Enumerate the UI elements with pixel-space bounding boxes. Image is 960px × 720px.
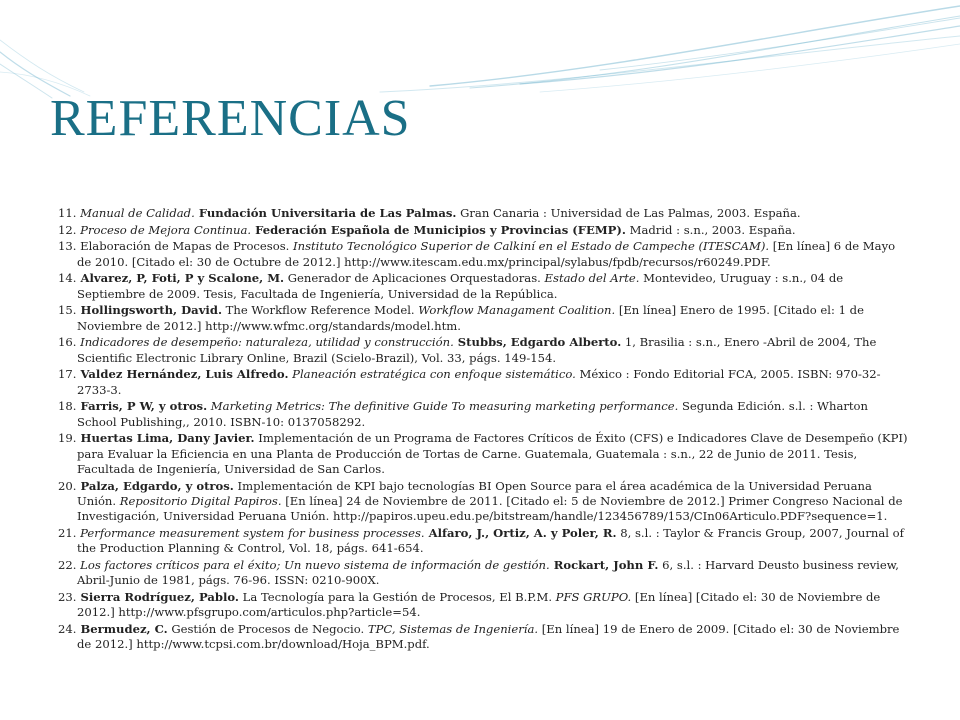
reference-item — [58, 399, 910, 430]
reference-number: 18. — [58, 399, 77, 414]
reference-item — [58, 622, 910, 653]
reference-text: Implementación de KPI bajo tecnologías BI Open Source para el área académica de la Universidad Peruana Unión. — [77, 478, 872, 508]
reference-italic-title: Marketing Metrics: The definitive Guide To measuring marketing performance. — [207, 399, 679, 414]
reference-author: Federación Española de Municipios y Provincias (FEMP). — [251, 222, 626, 237]
reference-text: [En línea] [Citado el: 30 de Noviembre de 2012.] http://www.pfsgrupo.com/articulos.php?article=54. — [77, 589, 881, 620]
reference-italic-title: Performance measurement system for business processes. — [76, 525, 425, 540]
reference-author: Huertas Lima, Dany Javier. — [76, 431, 255, 446]
reference-text: Madrid : s.n., 2003. España. — [625, 222, 796, 237]
reference-item — [58, 223, 910, 238]
reference-author: Palza, Edgardo, y otros. — [76, 478, 234, 493]
reference-text: 1, Brasilia : s.n., Enero -Abril de 2004, The Scientific Electronic Library Online, Brazil (Scielo-Brazil), Vol. 33, págs. 149-154. — [77, 335, 877, 365]
reference-italic-title: PFS GRUPO. — [552, 589, 632, 604]
reference-author: Rockart, John F. — [549, 557, 659, 572]
reference-text: 6, s.l. : Harvard Deusto business review, Abril-Junio de 1981, págs. 76-96. ISSN: 0210-900X. — [77, 557, 899, 588]
reference-number: 13. — [58, 239, 77, 254]
reference-text: [En línea] 6 de Mayo de 2010. [Citado el: 30 de Octubre de 2012.] http://www.itescam.edu.mx/principal/sylabus/fpdb/recursos/r60249.PDF. — [77, 239, 896, 269]
reference-italic-title: Los factores críticos para el éxito; Un nuevo sistema de información de gestión. — [76, 557, 550, 572]
reference-number: 21. — [58, 525, 77, 540]
reference-italic-title: Indicadores de desempeño: naturaleza, utilidad y construcción. — [76, 335, 454, 350]
reference-item — [58, 303, 910, 334]
reference-item — [58, 558, 910, 589]
reference-item — [58, 526, 910, 557]
reference-italic-title: Proceso de Mejora Continua. — [76, 222, 252, 237]
reference-author: Farris, P W, y otros. — [76, 399, 208, 414]
page-title: REFERENCIAS — [50, 90, 411, 147]
reference-author: Bermudez, C. — [76, 621, 168, 636]
reference-text: Implementación de un Programa de Factores Críticos de Éxito (CFS) e Indicadores Clave de Desempeño (KPI) para Evaluar la Eficiencia en una Planta de Producción de Tortas de Carne. Guatemala, Guatemala : s.n., 22 de Junio de 2011. Tesis, Facultada de Ingeniería, Universidad de San Carlos. — [77, 431, 908, 476]
reference-item — [58, 239, 910, 270]
reference-text: Segunda Edición. s.l. : Wharton School Publishing,, 2010. ISBN-10: 0137058292. — [77, 399, 869, 429]
reference-text: La Tecnología para la Gestión de Procesos, El B.P.M. — [238, 589, 552, 604]
reference-author: Valdez Hernández, Luis Alfredo. — [76, 367, 289, 382]
reference-number: 15. — [58, 303, 77, 318]
reference-number: 19. — [58, 431, 77, 446]
reference-text: Elaboración de Mapas de Procesos. — [76, 239, 290, 254]
reference-italic-title: Workflow Managament Coalition. — [414, 303, 616, 318]
reference-text: Generador de Aplicaciones Orquestadoras. — [284, 271, 541, 286]
reference-item — [58, 206, 910, 221]
reference-author: Fundación Universitaria de Las Palmas. — [194, 206, 457, 220]
reference-item — [58, 431, 910, 477]
reference-italic-title: Instituto Tecnológico Superior de Calkiní en el Estado de Campeche (ITESCAM). — [289, 239, 770, 254]
reference-italic-title: Repositorio Digital Papiros. — [116, 493, 282, 508]
reference-italic-title: Estado del Arte. — [540, 271, 640, 286]
reference-number: 12. — [58, 222, 77, 237]
reference-item — [58, 271, 910, 302]
reference-number: 17. — [58, 367, 77, 382]
reference-italic-title: TPC, Sistemas de Ingeniería. — [364, 621, 539, 636]
reference-text: Gran Canaria : Universidad de Las Palmas, 2003. España. — [456, 206, 801, 220]
reference-text: [En línea] Enero de 1995. [Citado el: 1 de Noviembre de 2012.] http://www.wfmc.org/standards/model.htm. — [77, 303, 864, 333]
reference-author: Alfaro, J., Ortiz, A. y Poler, R. — [424, 525, 617, 540]
reference-list — [58, 206, 910, 654]
reference-text: México : Fondo Editorial FCA, 2005. ISBN: 970-32-2733-3. — [77, 367, 881, 397]
reference-author: Stubbs, Edgardo Alberto. — [453, 335, 622, 350]
reference-italic-title: Manual de Calidad. — [76, 206, 195, 220]
reference-item — [58, 479, 910, 525]
reference-number: 16. — [58, 335, 77, 350]
reference-item — [58, 590, 910, 621]
reference-number: 11. — [58, 206, 77, 220]
reference-number: 14. — [58, 271, 77, 286]
reference-author: Alvarez, P, Foti, P y Scalone, M. — [76, 271, 285, 286]
reference-item — [58, 335, 910, 366]
reference-text: [En línea] 19 de Enero de 2009. [Citado el: 30 de Noviembre de 2012.] http://www.tcpsi.com.br/download/Hoja_BPM.pdf. — [77, 621, 900, 652]
reference-text: Montevideo, Uruguay : s.n., 04 de Septiembre de 2009. Tesis, Facultada de Ingeniería, Universidad de la República. — [77, 271, 844, 301]
reference-text: [En línea] 24 de Noviembre de 2011. [Citado el: 5 de Noviembre de 2012.] Primer Congreso Nacional de Investigación, Universidad Peruana Unión. http://papiros.upeu.edu.pe/bitstream/handle/123456789/153/CIn06Articulo.PDF?sequence=1. — [77, 493, 903, 524]
reference-item — [58, 367, 910, 398]
reference-number: 24. — [58, 621, 77, 636]
reference-number: 23. — [58, 589, 77, 604]
reference-author: Hollingsworth, David. — [76, 303, 222, 318]
reference-text: Gestión de Procesos de Negocio. — [167, 621, 365, 636]
reference-italic-title: Planeación estratégica con enfoque sistemático. — [288, 367, 576, 382]
reference-number: 22. — [58, 557, 77, 572]
reference-text: 8, s.l. : Taylor & Francis Group, 2007, Journal of the Production Planning & Control, Vol. 18, págs. 641-654. — [77, 525, 904, 556]
reference-number: 20. — [58, 478, 77, 493]
reference-author: Sierra Rodríguez, Pablo. — [76, 589, 239, 604]
reference-text: The Workflow Reference Model. — [221, 303, 415, 318]
